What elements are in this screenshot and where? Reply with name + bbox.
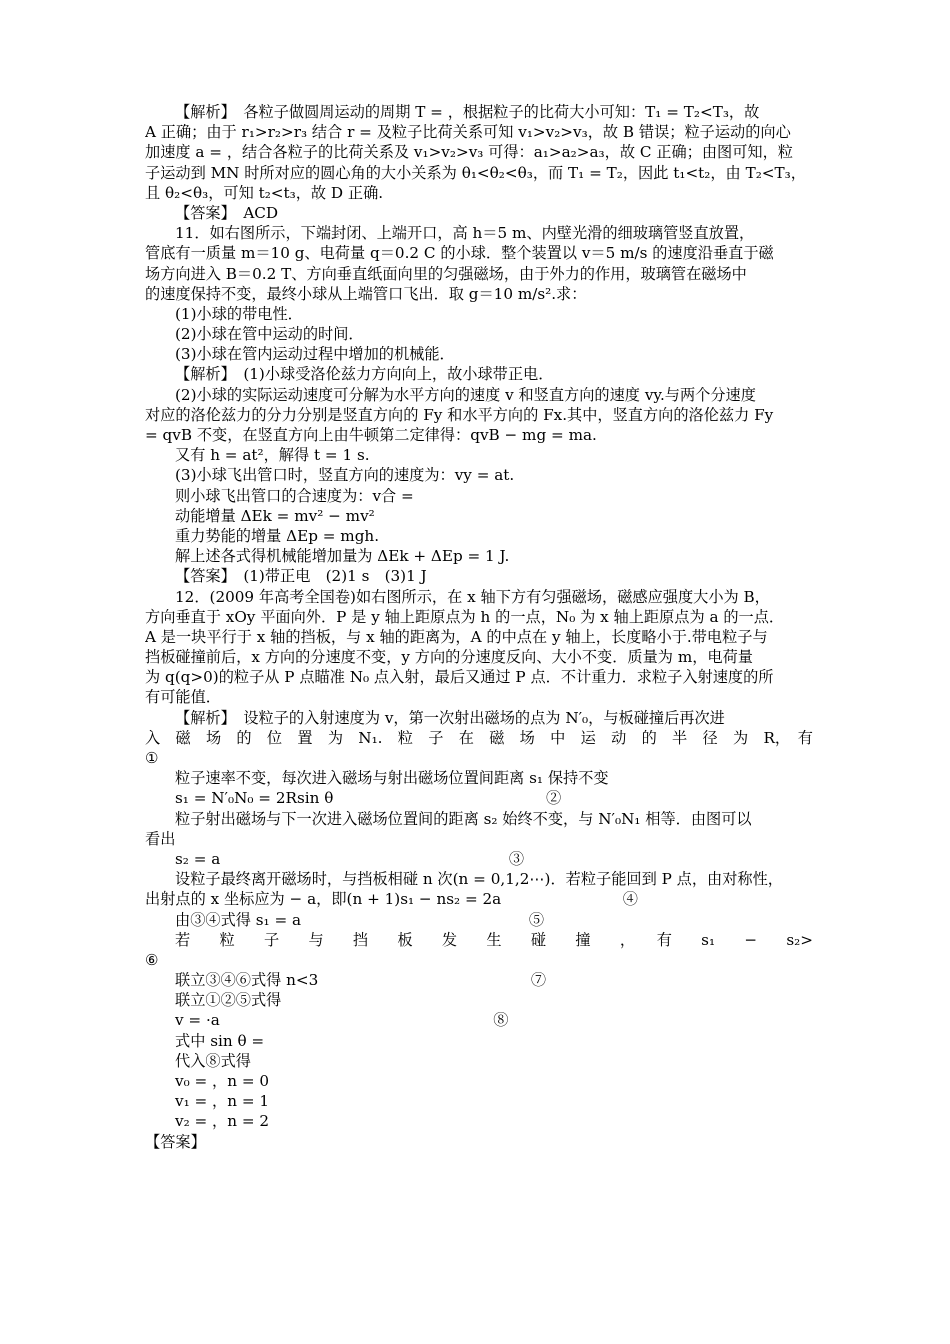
text-line: 为 q(q>0)的粒子从 P 点瞄准 N₀ 点入射，最后又通过 P 点．不计重力．求粒子入射速度的所 [145, 668, 774, 687]
text-line: (2)小球的实际运动速度可分解为水平方向的速度 v 和竖直方向的速度 vy.与两个分速度 [175, 385, 756, 404]
text-line: 入 磁 场 的 位 置 为 N₁. 粒 子 在 磁 场 中 运 动 的 半 径 为 R， 有 [145, 728, 813, 747]
text-line: (3)小球在管内运动过程中增加的机械能． [175, 345, 455, 364]
text-line: 则小球飞出管口的合速度为：v合 = [175, 486, 414, 505]
text-line: 且 θ₂<θ₃，可知 t₂<t₃，故 D 正确. [145, 183, 384, 202]
text-line: v₂ = ，n = 2 [175, 1112, 270, 1131]
text-line: 场方向进入 B＝0.2 T、方向垂直纸面向里的匀强磁场，由于外力的作用，玻璃管在磁场中 [145, 264, 747, 283]
text-line: s₁ = N′₀N₀ = 2Rsin θ ② [175, 789, 562, 808]
text-line: ① [145, 749, 159, 767]
text-line: s₂ = a ③ [175, 849, 525, 868]
text-line: 【解析】 (1)小球受洛伦兹力方向向上，故小球带正电． [175, 365, 554, 384]
text-line: 管底有一质量 m＝10 g、电荷量 q＝0.2 C 的小球．整个装置以 v＝5 m/s 的速度沿垂直于磁 [145, 244, 774, 263]
text-line: 挡板碰撞前后，x 方向的分速度不变，y 方向的分速度反向、大小不变．质量为 m，电荷量 [145, 648, 753, 667]
text-line: 方向垂直于 xOy 平面向外．P 是 y 轴上距原点为 h 的一点，N₀ 为 x 轴上距原点为 a 的一点． [145, 607, 785, 626]
text-line: 代入⑧式得 [175, 1051, 251, 1070]
text-line: 有可能值． [145, 688, 221, 707]
text-line: 11．如右图所示，下端封闭、上端开口，高 h＝5 m、内壁光滑的细玻璃管竖直放置， [175, 224, 755, 243]
text-line: 【解析】 设粒子的入射速度为 v，第一次射出磁场的点为 N′₀，与板碰撞后再次进 [175, 708, 725, 727]
text-line: 加速度 a = ，结合各粒子的比荷关系及 v₁>v₂>v₃ 可得：a₁>a₂>a₃，故 C 正确；由图可知，粒 [145, 143, 793, 162]
text-line: v₀ = ，n = 0 [175, 1072, 270, 1090]
document-page [145, 102, 813, 1152]
text-line: 动能增量 ΔEk = mv² − mv² [175, 506, 375, 525]
text-line: 设粒子最终离开磁场时，与挡板相碰 n 次(n = 0,1,2⋯)．若粒子能回到 P 点，由对称性， [175, 870, 783, 889]
text-line: 式中 sin θ = [175, 1031, 265, 1050]
text-line: 【解析】 各粒子做圆周运动的周期 T = ，根据粒子的比荷大小可知：T₁ = T₂<T₃，故 [175, 103, 760, 121]
text-line: 的速度保持不变，最终小球从上端管口飞出．取 g＝10 m/s².求： [145, 284, 587, 303]
text-line: 看出 [145, 829, 176, 848]
text-line: 联立①②⑤式得 [175, 991, 282, 1010]
text-line: (1)小球的带电性． [175, 304, 303, 323]
text-line: 出射点的 x 坐标应为 − a，即(n + 1)s₁ − ns₂ = 2a ④ [145, 890, 638, 909]
text-line: 对应的洛伦兹力的分力分别是竖直方向的 Fy 和水平方向的 Fx.其中，竖直方向的洛伦兹力 Fy [145, 405, 774, 424]
text-line: 【答案】 [145, 1132, 206, 1151]
text-line: (3)小球飞出管口时，竖直方向的速度为：vy = at. [175, 466, 515, 485]
text-line: (2)小球在管中运动的时间． [175, 325, 364, 344]
text-line: 若 粒 子 与 挡 板 发 生 碰 撞 ， 有 s₁ − s₂> [175, 930, 813, 949]
text-line: = qvB 不变，在竖直方向上由牛顿第二定律得：qvB − mg = ma. [145, 426, 597, 444]
text-line: A 是一块平行于 x 轴的挡板，与 x 轴的距离为，A 的中点在 y 轴上，长度略小于.带电粒子与 [145, 627, 768, 646]
text-line: 由③④式得 s₁ = a ⑤ [175, 910, 545, 929]
text-line: 【答案】 ACD [175, 203, 279, 222]
text-line: 子运动到 MN 时所对应的圆心角的大小关系为 θ₁<θ₂<θ₃，而 T₁ = T₂，因此 t₁<t₂，由 T₂<T₃， [145, 163, 806, 182]
text-line: A 正确；由于 r₁>r₂>r₃ 结合 r = 及粒子比荷关系可知 v₁>v₂>v₃，故 B 错误；粒子运动的向心 [145, 123, 791, 142]
text-line: v = ·a ⑧ [175, 1011, 509, 1030]
text-line: 粒子速率不变，每次进入磁场与射出磁场位置间距离 s₁ 保持不变 [175, 769, 609, 788]
text-line: 【答案】 (1)带正电 (2)1 s (3)1 J [175, 567, 427, 586]
text-line: 联立③④⑥式得 n<3 ⑦ [175, 971, 547, 990]
text-line: 解上述各式得机械能增加量为 ΔEk + ΔEp = 1 J. [175, 547, 510, 566]
text-line: ⑥ [145, 950, 159, 969]
text-line: v₁ = ，n = 1 [175, 1092, 270, 1111]
text-line: 重力势能的增量 ΔEp = mgh. [175, 526, 380, 545]
text-line: 粒子射出磁场与下一次进入磁场位置间的距离 s₂ 始终不变，与 N′₀N₁ 相等．由图可以 [175, 809, 752, 828]
text-line: 又有 h = at²，解得 t = 1 s. [175, 446, 370, 465]
text-line: 12．(2009 年高考全国卷)如右图所示，在 x 轴下方有匀强磁场，磁感应强度大小为 B， [175, 587, 770, 606]
